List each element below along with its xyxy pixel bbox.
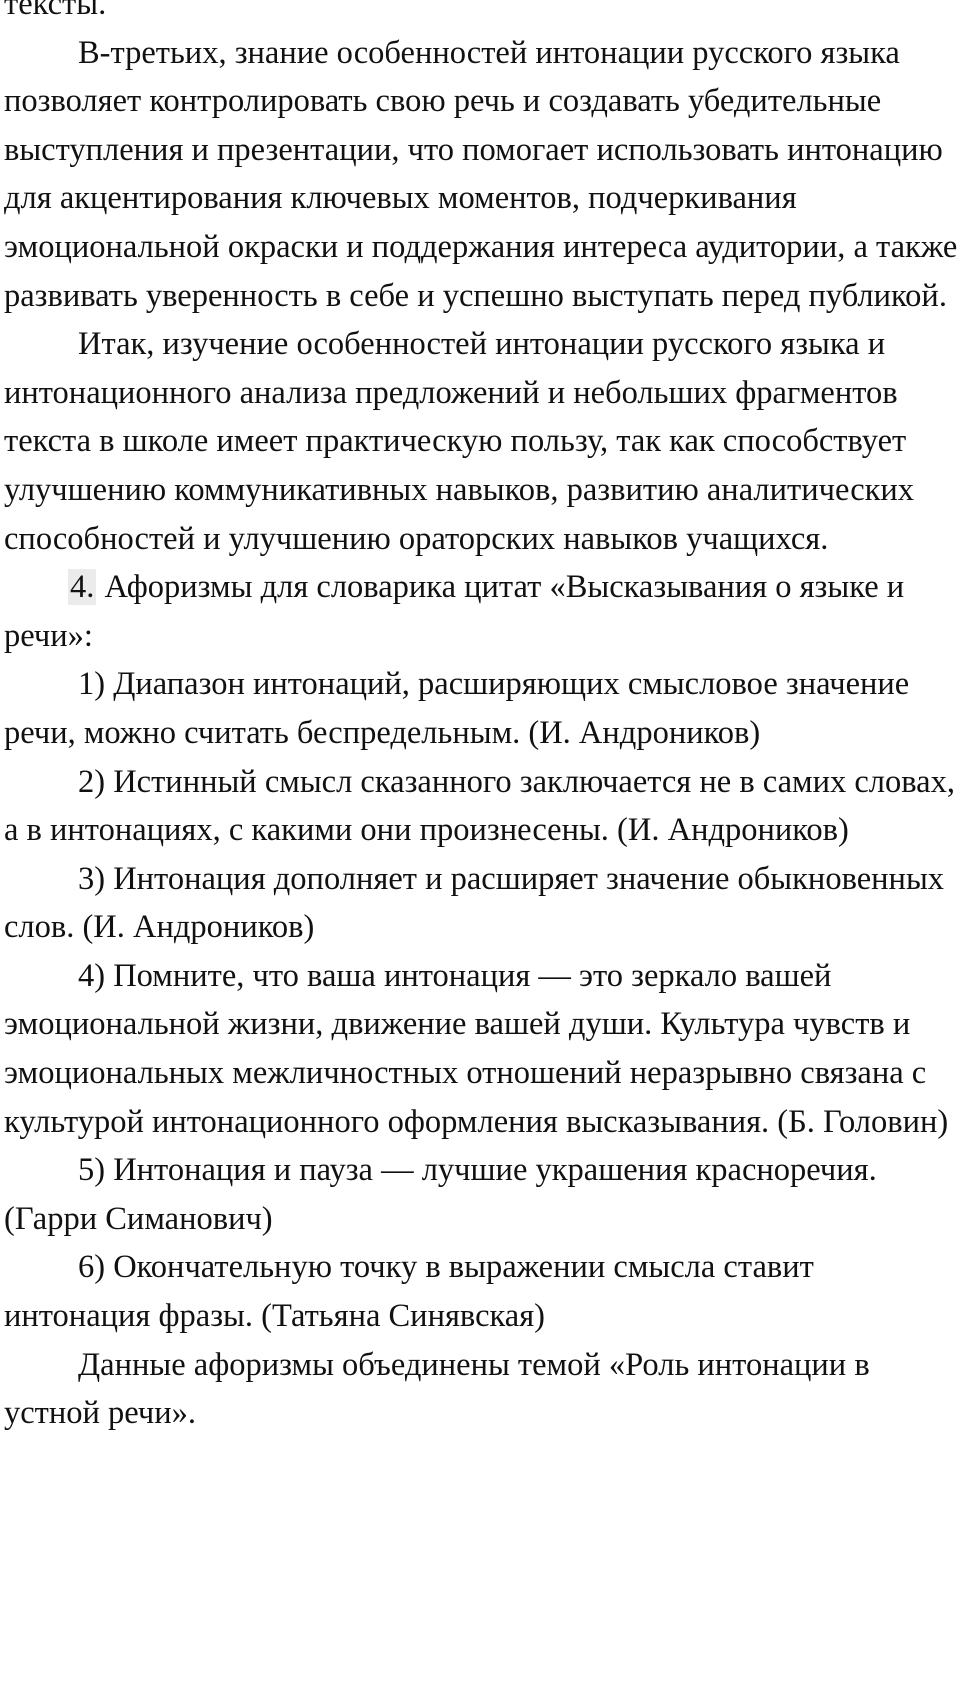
aphorism-item: 4) Помните, что ваша интонация — это зеркало вашей эмоциональной жизни, движение вашей души. Культура чувств и эмоциональных межличностных отношений неразрывно связана с культурой интонационного оформления высказывания. (Б. Головин)	[4, 957, 949, 1140]
paragraph-summary: Итак, изучение особенностей интонации русского языка и интонационного анализа предложений и небольших фрагментов текста в школе имеет практическую пользу, так как способствует улучшению коммуникативных навыков, развитию аналитических способностей и улучшению ораторских навыков учащихся.	[4, 326, 915, 557]
aphorism-item: 2) Истинный смысл сказанного заключается не в самих словах, а в интонациях, с какими они произнесены. (И. Андроников)	[4, 763, 955, 849]
section-title: Афоризмы для словарика цитат «Высказывания о языке и речи»:	[4, 569, 905, 654]
section-4-heading	[4, 563, 960, 660]
aphorism-item: 6) Окончательную точку в выражении смысла ставит интонация фразы. (Татьяна Синявская)	[4, 1249, 814, 1335]
paragraph-continuation: тексты.	[4, 0, 107, 22]
aphorism-item: 3) Интонация дополняет и расширяет значение обыкновенных слов. (И. Андроников)	[4, 860, 945, 946]
aphorism-item: 5) Интонация и пауза — лучшие украшения красноречия. (Гарри Симанович)	[4, 1152, 877, 1237]
section-number: 4.	[70, 569, 95, 606]
aphorism-item: 1) Диапазон интонаций, расширяющих смысловое значение речи, можно считать беспредельным. (И. Андроников)	[4, 666, 910, 751]
paragraph-conclusion: Данные афоризмы объединены темой «Роль интонации в устной речи».	[4, 1346, 870, 1432]
paragraph-thirdly: В-третьих, знание особенностей интонации русского языка позволяет контролировать свою речь и создавать убедительные выступления и презентации, что помогает использовать интонацию для акцентирования ключевых моментов, подчеркивания эмоциональной окраски и поддержания интереса аудитории, а также развивать уверенность в себе и успешно выступать перед публикой.	[4, 34, 958, 314]
